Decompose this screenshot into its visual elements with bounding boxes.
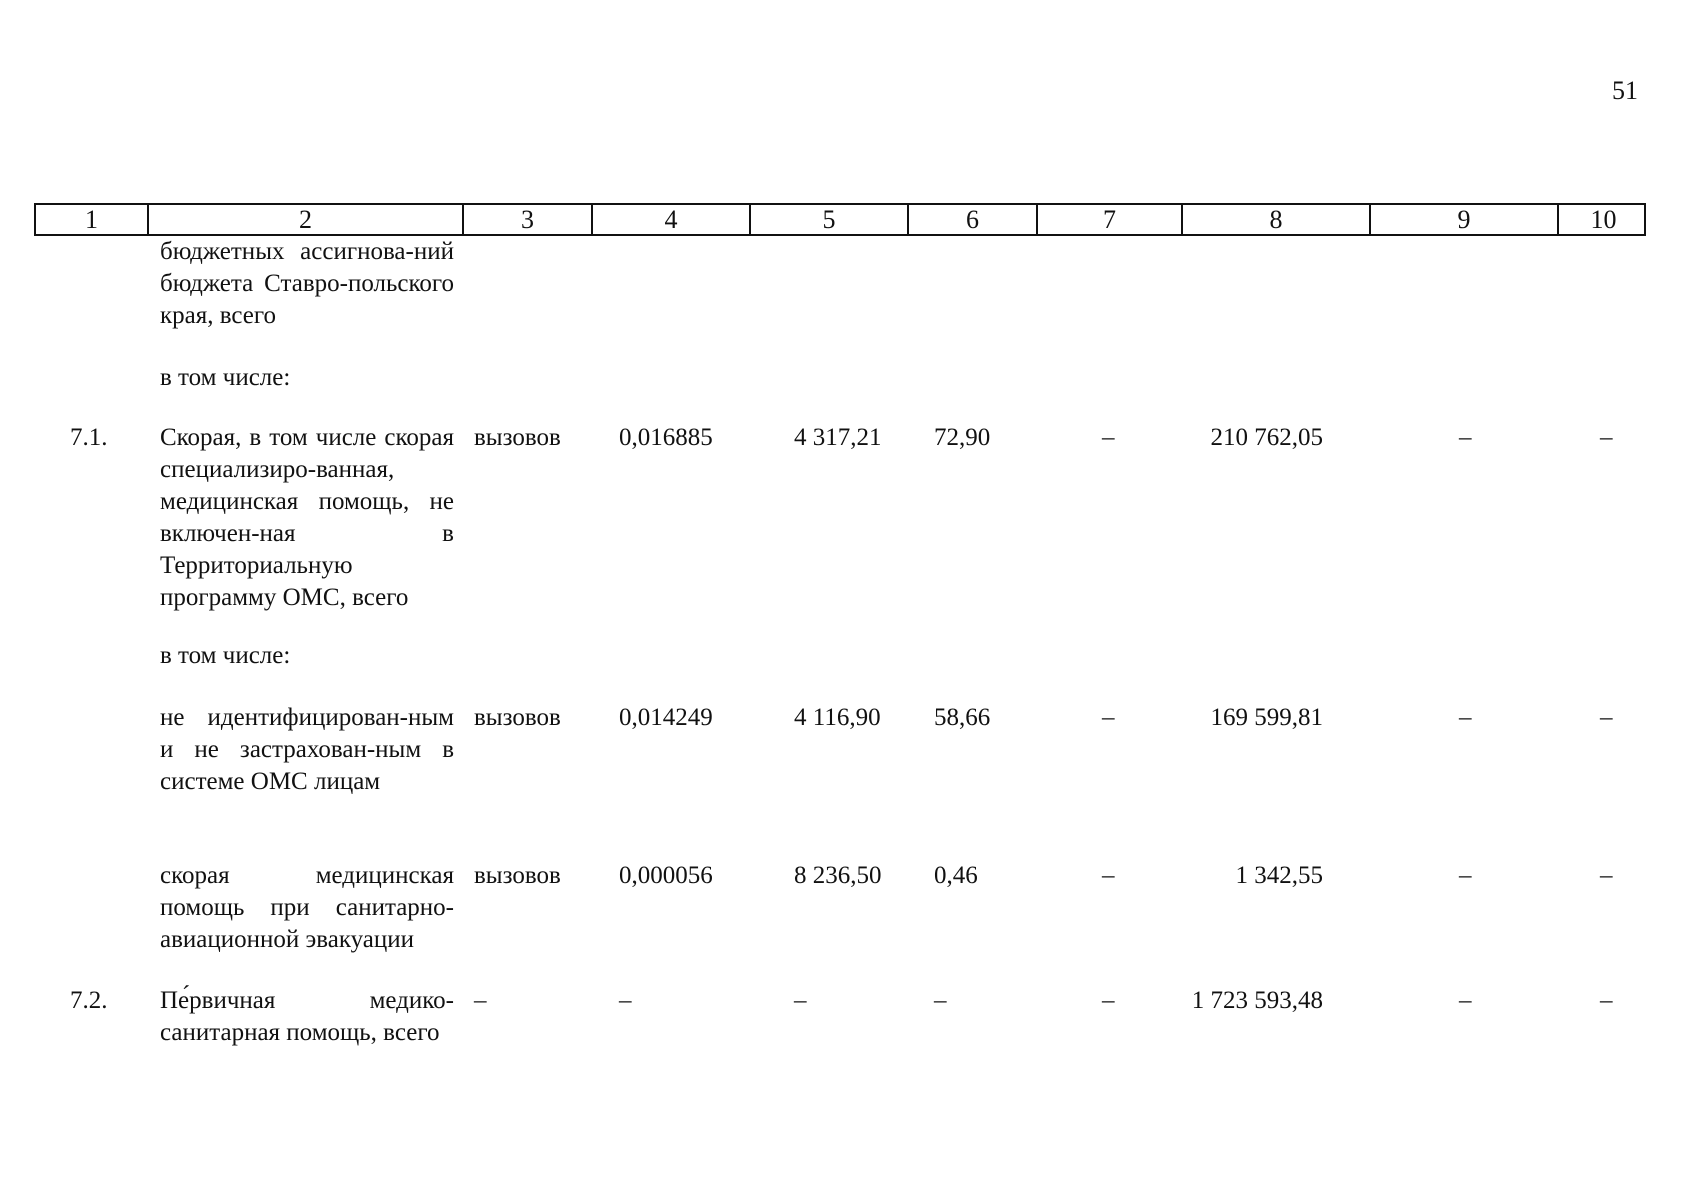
- row-value-col5: –: [794, 987, 807, 1014]
- header-col-10: 10: [1590, 205, 1617, 234]
- row-value-col8: 210 762,05: [1210, 424, 1323, 451]
- row-value-col8: 1 342,55: [1235, 862, 1323, 889]
- row-value-col5: 8 236,50: [794, 862, 882, 889]
- row-value-col7: –: [1102, 862, 1115, 889]
- row-value-col4: 0,016885: [619, 424, 713, 451]
- row-value-col7: –: [1102, 987, 1115, 1014]
- row-value-col5: 4 116,90: [794, 704, 881, 731]
- row-value-col10: –: [1600, 424, 1613, 451]
- row-description: Скорая, в том числе скорая специализиро-ванная, медицинская помощь, не включен-ная в Территориальную программу ОМС, всего: [160, 424, 454, 611]
- row-value-col9: –: [1459, 704, 1472, 731]
- header-col-1: 1: [36, 205, 149, 235]
- row-value-col7: –: [1102, 424, 1115, 451]
- row-value-col6: 58,66: [934, 704, 991, 731]
- row-value-col4: 0,000056: [619, 862, 713, 889]
- row-number: 7.1.: [70, 424, 108, 451]
- row-unit: вызовов: [474, 424, 561, 451]
- header-col-3: 3: [464, 205, 593, 235]
- row-description: не идентифицирован-ным и не застрахован-ным в системе ОМС лицам: [160, 704, 454, 795]
- header-col-9: 9: [1371, 205, 1559, 235]
- row-value-col8: 1 723 593,48: [1191, 987, 1323, 1014]
- row-description: бюджетных ассигнова-ний бюджета Ставро-польского края, всего: [160, 238, 454, 329]
- row-value-col10: –: [1600, 862, 1613, 889]
- row-value-col4: –: [619, 987, 632, 1014]
- row-unit: –: [474, 987, 487, 1014]
- page-number: 51: [1612, 76, 1638, 105]
- row-description: в том числе:: [160, 642, 291, 669]
- row-value-col5: 4 317,21: [794, 424, 882, 451]
- row-unit: вызовов: [474, 704, 561, 731]
- row-description: скорая медицинская помощь при санитарно-авиационной эвакуации: [160, 862, 454, 953]
- row-value-col6: –: [934, 987, 947, 1014]
- row-value-col6: 0,46: [934, 862, 978, 889]
- row-value-col10: –: [1600, 704, 1613, 731]
- row-value-col9: –: [1459, 987, 1472, 1014]
- row-value-col7: –: [1102, 704, 1115, 731]
- header-col-7: 7: [1038, 205, 1183, 235]
- row-value-col9: –: [1459, 862, 1472, 889]
- row-value-col4: 0,014249: [619, 704, 713, 731]
- header-col-2: 2: [149, 205, 464, 235]
- header-col-8: 8: [1183, 205, 1371, 235]
- row-value-col6: 72,90: [934, 424, 991, 451]
- header-col-4: 4: [593, 205, 751, 235]
- row-value-col8: 169 599,81: [1210, 704, 1323, 731]
- row-value-col10: –: [1600, 987, 1613, 1014]
- row-unit: вызовов: [474, 862, 561, 889]
- table-body: [34, 236, 1646, 1136]
- row-number: 7.2.: [70, 987, 108, 1014]
- header-col-6: 6: [909, 205, 1038, 235]
- row-value-col9: –: [1459, 424, 1472, 451]
- header-col-5: 5: [751, 205, 909, 235]
- column-number-header: [34, 203, 1646, 236]
- row-description: в том числе:: [160, 364, 291, 391]
- row-description: Пе́рвичная медико-санитарная помощь, всего: [160, 987, 454, 1046]
